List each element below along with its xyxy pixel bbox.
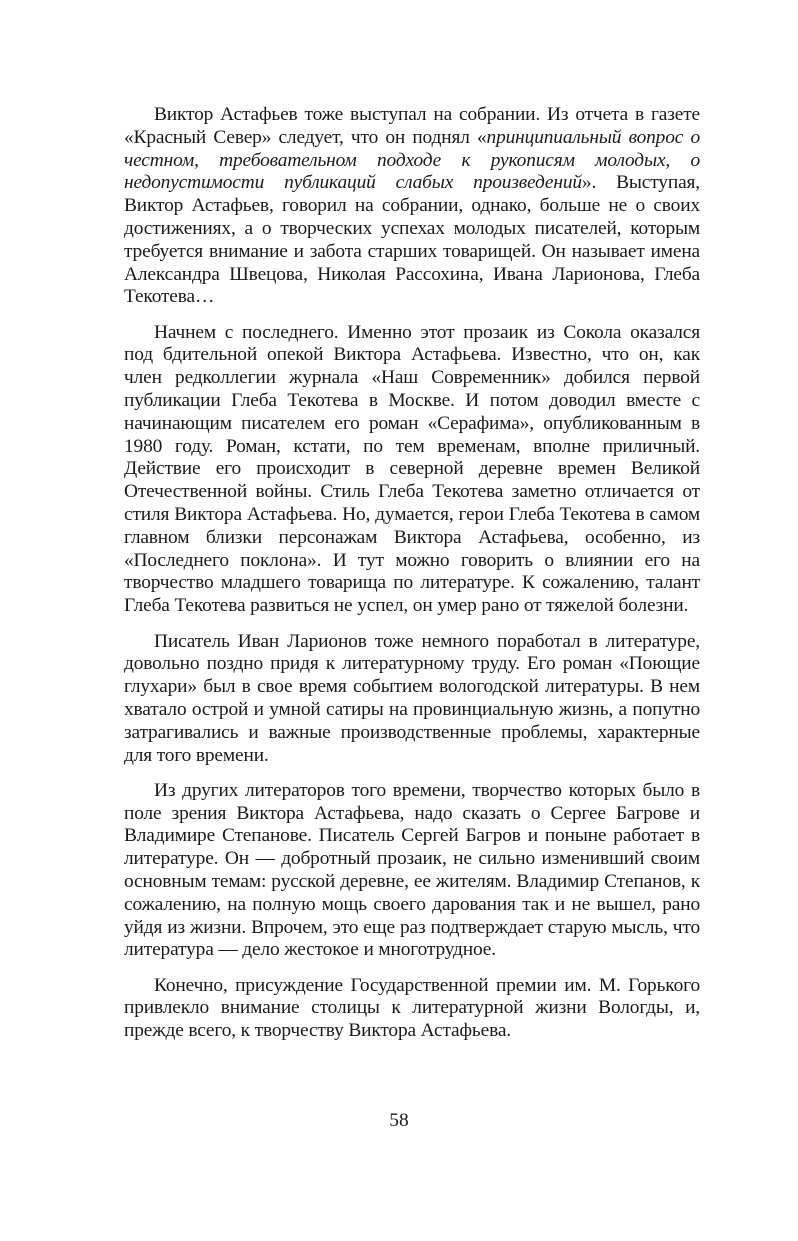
paragraph-1-text-a: Виктор Астафьев тоже выступал на собрании. Из отчета в газете «Красный Север» следует, что он поднял «: [124, 104, 700, 148]
paragraph-1: [124, 104, 700, 309]
paragraph-3: [124, 631, 700, 768]
page-number: 58: [389, 1110, 409, 1131]
paragraph-1-quote-italic: принципиальный вопрос о честном, требовательном подходе к рукописям молодых, о недопустимости публикаций слабых произведений: [124, 126, 700, 194]
paragraph-5: [124, 975, 700, 1043]
paragraph-4: [124, 780, 700, 962]
paragraph-3-text: Писатель Иван Ларионов тоже немного поработал в литературе, довольно поздно придя к литературному труду. Его роман «Поющие глухари» был в свое время событием вологодской литературы. В нем хватало острой и умной сатиры на провинциальную жизнь, а попутно затрагивались и важные производственные проблемы, характерные для того времени.: [124, 630, 700, 766]
paragraph-4-text: Из других литераторов того времени, творчество которых было в поле зрения Виктора Астафьева, надо сказать о Сергее Багрове и Владимире Степанове. Писатель Сергей Багров и поныне работает в литературе. Он — добротный прозаик, не сильно изменивший своим основным темам: русской деревне, ее жителям. Владимир Степанов, к сожалению, на полную мощь своего дарования так и не вышел, рано уйдя из жизни. Впрочем, это еще раз подтверждает старую мысль, что литература — дело жестокое и многотрудное.: [124, 779, 700, 961]
paragraph-5-text: Конечно, присуждение Государственной премии им. М. Горького привлекло внимание столицы к литературной жизни Вологды, и, прежде всего, к творчеству Виктора Астафьева.: [124, 974, 700, 1042]
paragraph-2: [124, 322, 700, 618]
paragraph-2-text: Начнем с последнего. Именно этот прозаик из Сокола оказался под бдительной опекой Виктора Астафьева. Известно, что он, как член редколлегии журнала «Наш Современник» добился первой публикации Глеба Текотева в Москве. И потом доводил вместе с начинающим писателем его роман «Серафима», опубликованным в 1980 году. Роман, кстати, по тем временам, вполне приличный. Действие его происходит в северной деревне времен Великой Отечественной войны. Стиль Глеба Текотева заметно отличается от стиля Виктора Астафьева. Но, думается, герои Глеба Текотева в самом главном близки персонажам Виктора Астафьева, особенно, из «Последнего поклона». И тут можно говорить о влиянии его на творчество младшего товарища по литературе. К сожалению, талант Глеба Текотева развиться не успел, он умер рано от тяжелой болезни.: [124, 321, 700, 617]
paragraph-1-text-b: ». Выступая, Виктор Астафьев, говорил на собрании, однако, больше не о своих достижениях, а о творческих успехах молодых писателей, которым требуется внимание и забота старших товарищей. Он называет имена Александра Швецова, Николая Рассохина, Ивана Ларионова, Глеба Текотева…: [124, 172, 700, 308]
page-body: [124, 104, 700, 1043]
